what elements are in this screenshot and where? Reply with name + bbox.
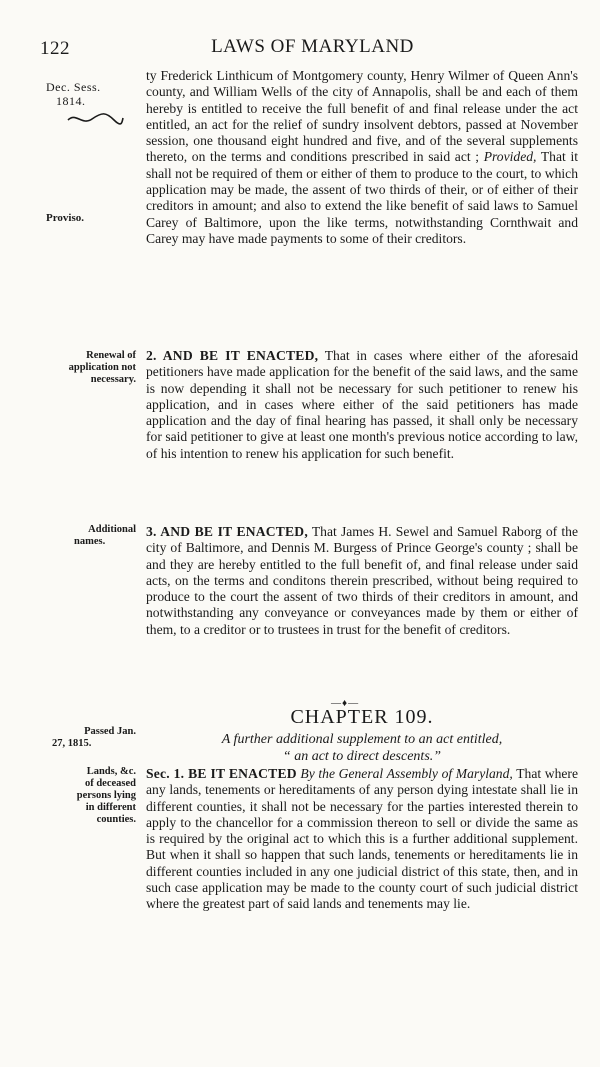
chapter-heading (146, 698, 578, 729)
section-1-lead: Sec. 1. BE IT ENACTED (146, 766, 297, 781)
lands-line-2: of deceased (84, 778, 136, 789)
section-2-lead: 2. AND BE IT ENACTED, (146, 348, 319, 363)
decorative-swash-icon (66, 110, 124, 128)
margin-note-lands (38, 766, 136, 826)
margin-note-additional (38, 524, 136, 548)
additional-line-2: names. (74, 536, 106, 547)
lands-line-3: persons lying (76, 790, 136, 801)
chapter-title: CHAPTER 109. (290, 706, 434, 728)
session-line-1: Dec. Sess. (46, 80, 101, 94)
additional-line-1: Additional (88, 524, 136, 535)
page-title: LAWS OF MARYLAND (211, 36, 414, 57)
proviso-word: Provided, (483, 149, 537, 165)
lands-line-4: in different (85, 802, 136, 813)
margin-note-passed (38, 726, 136, 750)
paragraph-2 (146, 348, 578, 462)
paragraph-1 (146, 68, 578, 247)
session-line-2: 1814. (56, 94, 86, 108)
renewal-line-3: necessary. (90, 374, 136, 385)
passed-line-2: 27, 1815. (52, 738, 92, 749)
lands-line-5: counties. (96, 814, 136, 825)
passed-line-1: Passed Jan. (84, 726, 136, 737)
enacting-clause: By the General Assembly of Maryland, (300, 766, 513, 781)
subtitle-line-1: A further additional supplement to an act entitled, (221, 732, 503, 747)
paragraph-1-text: ty Frederick Linthicum of Montgomery county, Henry Wilmer of Queen Ann's county, and William Wells of the city of Annapolis, shall be and each of them hereby is entitled to receive the full benefit of and final release under the act entitled, an act for the relief of sundry insolvent debtors, passed at November session, one thousand eight hundred and five, and of the several supplements thereto, on the terms and conditions prescribed in said act ; (146, 68, 578, 165)
renewal-line-1: Renewal of (86, 350, 136, 361)
section-3-lead: 3. AND BE IT ENACTED, (146, 524, 308, 539)
margin-note-proviso: Proviso. (46, 212, 84, 224)
ornament-icon: —♦— (331, 698, 360, 709)
margin-note-session (46, 80, 144, 108)
paragraph-3 (146, 524, 578, 638)
page-number: 122 (40, 38, 70, 59)
paragraph-4-text: That where any lands, tenements or hereditaments of any person dying intestate shall lie in different counties, it shall not be necessary for the parties interested therein to apply to the chancellor for a commission thereon to sell or divide the same as is required by the original act to which this is a further additional supplement. But when it shall so happen that such lands, tenements or hereditaments lie in different counties included in any one judicial district of this state, then, and in such case application may be made to the county court of such judicial district where the greatest part of said lands and tenements may lie. (146, 766, 578, 912)
renewal-line-2: application not (68, 362, 136, 373)
paragraph-1-rest: That it shall not be required of them or either of them to produce to the court, to which application may be made, the assent of two thirds of their, or of either of their creditors in amount; and also to extend the like benefit of said laws to Samuel Carey of Baltimore, upon the like terms, notwithstanding Cornthwait and Carey may have made payments to some of their creditors. (146, 149, 578, 246)
lands-line-1: Lands, &c. (86, 766, 136, 777)
paragraph-2-text: That in cases where either of the aforesaid petitioners have made application for the benefit of the said laws, and the same is now depending it shall not be necessary for such petitioner to renew his application, and in cases where either of the said petitioners has made application and the day of final hearing has passed, it shall only be necessary for said petitioner to give at least one month's previous notice according to law, of his intention to renew his application for such benefit. (146, 348, 579, 461)
page-header (40, 36, 585, 62)
margin-note-renewal (38, 350, 136, 386)
subtitle-line-2: “ an act to direct descents.” (282, 749, 442, 764)
paragraph-3-text: That James H. Sewel and Samuel Raborg of the city of Baltimore, and Dennis M. Burgess of Prince George's county ; shall be and they are hereby entitled to the full benefit of, and final release under said acts, on the terms and conditons therein prescribed, without being required to produce to the court the assent of two thirds of their creditors in amount, and notwithstanding any conveyance or conveyances made by them or either of them, to a creditor or to trustees in trust for the benefit of creditors. (146, 524, 578, 637)
paragraph-4 (146, 766, 578, 913)
chapter-subtitle (146, 731, 578, 765)
